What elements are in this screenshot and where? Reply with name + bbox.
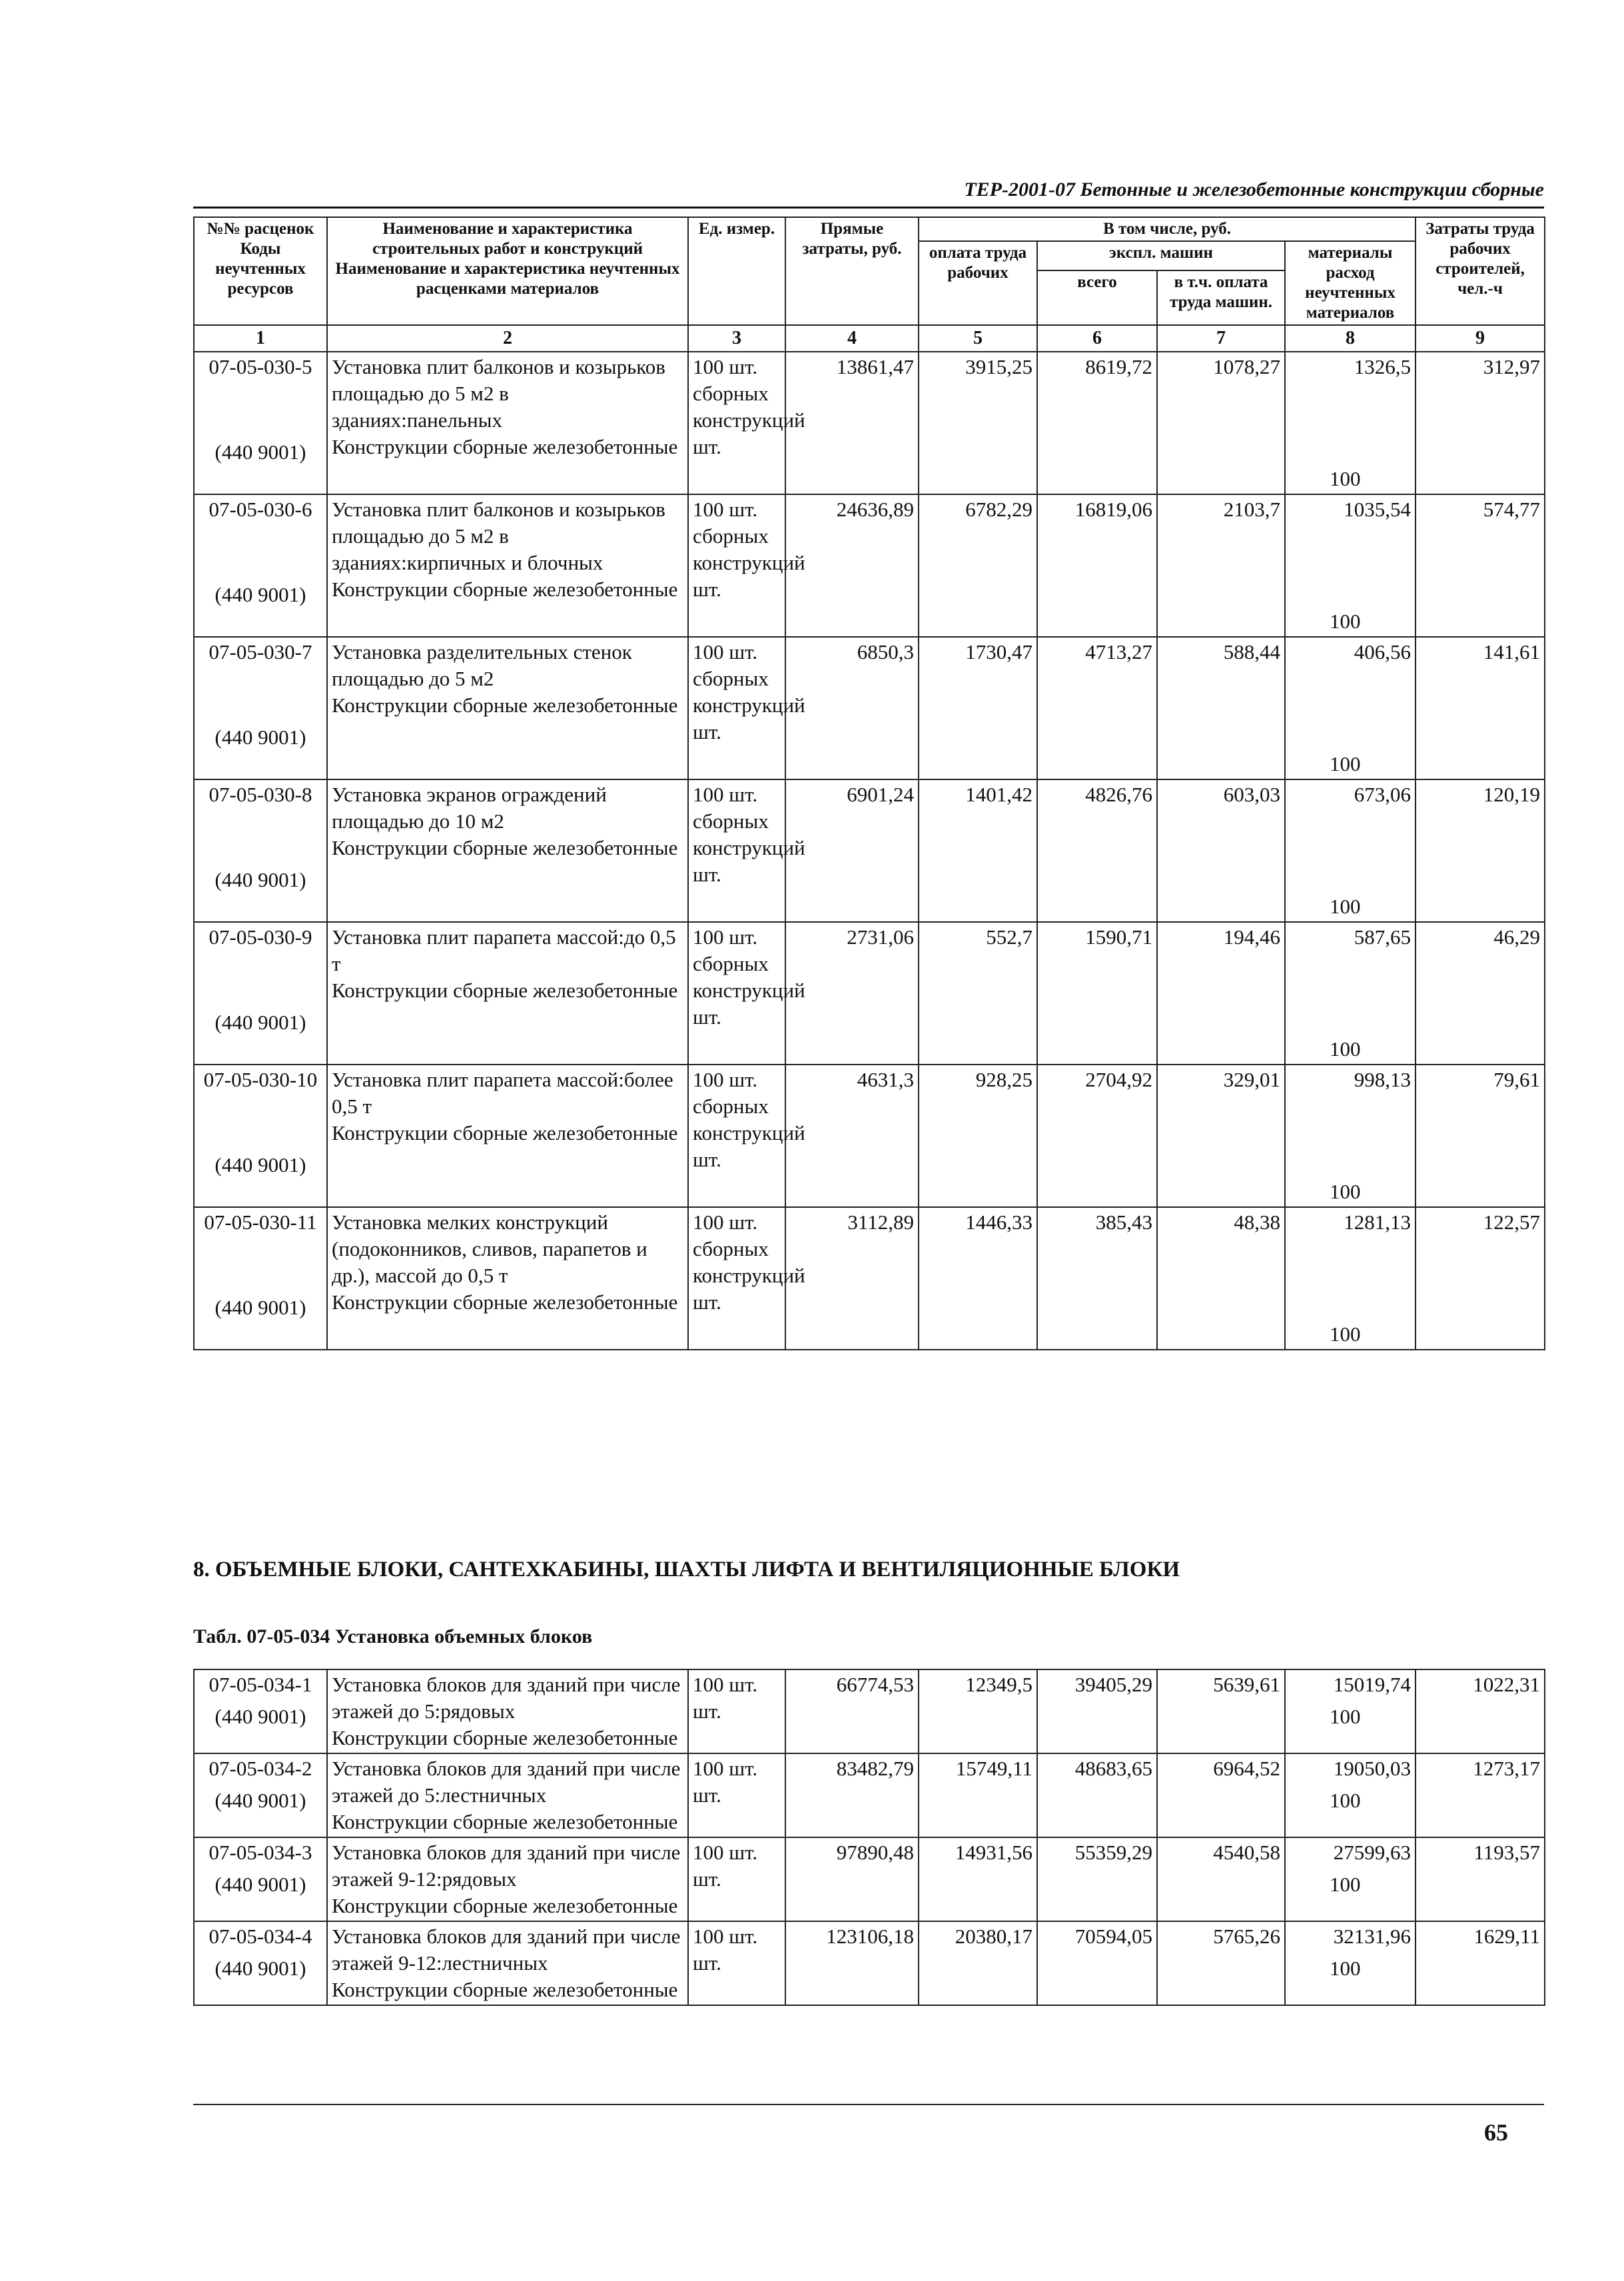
row-materials: 1281,13 100 [1285,1207,1416,1350]
row-mach-labor: 1078,27 [1157,352,1285,494]
row-mach-total: 39405,29 [1037,1669,1157,1753]
row-hours: 1193,57 [1416,1837,1545,1921]
row-materials: 673,06 100 [1285,779,1416,922]
table-row [194,494,1545,637]
row-materials: 27599,63 100 [1285,1837,1416,1921]
page-number: 65 [1484,2119,1508,2146]
row-name: Установка плит парапета массой:более 0,5 т Конструкции сборные железобетонные [327,1065,688,1207]
row-labor: 1446,33 [919,1207,1037,1350]
row-direct: 123106,18 [785,1921,919,2005]
table-row [194,922,1545,1065]
row-code: 07-05-030-9 (440 9001) [194,922,327,1065]
row-direct: 2731,06 [785,922,919,1065]
row-mach-labor: 2103,7 [1157,494,1285,637]
row-hours: 122,57 [1416,1207,1545,1350]
table-row [194,1207,1545,1350]
row-hours: 46,29 [1416,922,1545,1065]
rates-table [193,217,1545,1350]
table-row [194,1669,1545,1753]
row-hours: 312,97 [1416,352,1545,494]
table-row [194,1753,1545,1837]
row-mach-labor: 603,03 [1157,779,1285,922]
row-labor: 12349,5 [919,1669,1037,1753]
head-col3: Ед. измер. [688,217,785,325]
row-hours: 1273,17 [1416,1753,1545,1837]
row-unit: 100 шт. шт. [688,1753,785,1837]
column-numbers-row: 1 2 3 4 5 6 7 8 9 [194,325,1545,352]
head-col1: №№ расценок Коды неучтенных ресурсов [194,217,327,325]
row-mach-total: 70594,05 [1037,1921,1157,2005]
row-hours: 141,61 [1416,637,1545,779]
head-group: В том числе, руб. [919,217,1416,241]
row-materials: 1035,54 100 [1285,494,1416,637]
row-unit: 100 шт. шт. [688,1921,785,2005]
head-col7: в т.ч. оплата труда машин. [1157,270,1285,325]
row-materials: 32131,96 100 [1285,1921,1416,2005]
row-mach-total: 8619,72 [1037,352,1157,494]
row-materials: 406,56 100 [1285,637,1416,779]
row-code: 07-05-034-4 (440 9001) [194,1921,327,2005]
row-direct: 24636,89 [785,494,919,637]
head-col2: Наименование и характеристика строительных работ и конструкций Наименование и характеристика неучтенных расценками материалов [327,217,688,325]
row-direct: 6850,3 [785,637,919,779]
row-direct: 83482,79 [785,1753,919,1837]
row-labor: 552,7 [919,922,1037,1065]
row-labor: 3915,25 [919,352,1037,494]
row-labor: 15749,11 [919,1753,1037,1837]
row-hours: 1629,11 [1416,1921,1545,2005]
row-code: 07-05-030-5 (440 9001) [194,352,327,494]
row-unit: 100 шт. сборных конструкций шт. [688,1207,785,1350]
row-name: Установка экранов ограждений площадью до 10 м2 Конструкции сборные железобетонные [327,779,688,922]
row-direct: 3112,89 [785,1207,919,1350]
row-code: 07-05-030-6 (440 9001) [194,494,327,637]
table-row [194,779,1545,922]
row-hours: 79,61 [1416,1065,1545,1207]
row-mach-labor: 194,46 [1157,922,1285,1065]
row-unit: 100 шт. сборных конструкций шт. [688,779,785,922]
row-unit: 100 шт. шт. [688,1669,785,1753]
row-code: 07-05-034-2 (440 9001) [194,1753,327,1837]
row-direct: 13861,47 [785,352,919,494]
row-code: 07-05-030-10 (440 9001) [194,1065,327,1207]
row-mach-labor: 48,38 [1157,1207,1285,1350]
table-row [194,1837,1545,1921]
row-mach-labor: 5639,61 [1157,1669,1285,1753]
row-mach-labor: 6964,52 [1157,1753,1285,1837]
row-name: Установка плит парапета массой:до 0,5 т Конструкции сборные железобетонные [327,922,688,1065]
header-rule [193,207,1544,209]
row-materials: 19050,03 100 [1285,1753,1416,1837]
row-mach-total: 4826,76 [1037,779,1157,922]
row-materials: 998,13 100 [1285,1065,1416,1207]
row-mach-total: 16819,06 [1037,494,1157,637]
row-name: Установка разделительных стенок площадью до 5 м2 Конструкции сборные железобетонные [327,637,688,779]
blocks-table [193,1669,1545,2006]
row-mach-total: 385,43 [1037,1207,1157,1350]
row-materials: 15019,74 100 [1285,1669,1416,1753]
row-hours: 574,77 [1416,494,1545,637]
row-mach-labor: 5765,26 [1157,1921,1285,2005]
row-direct: 6901,24 [785,779,919,922]
head-col9: Затраты труда рабочих строителей, чел.-ч [1416,217,1545,325]
row-labor: 1401,42 [919,779,1037,922]
head-col5: оплата труда рабочих [919,241,1037,325]
row-name: Установка плит балконов и козырьков площадью до 5 м2 в зданиях:панельных Конструкции сборные железобетонные [327,352,688,494]
row-labor: 1730,47 [919,637,1037,779]
row-direct: 66774,53 [785,1669,919,1753]
row-mach-total: 2704,92 [1037,1065,1157,1207]
head-col4: Прямые затраты, руб. [785,217,919,325]
row-labor: 20380,17 [919,1921,1037,2005]
row-code: 07-05-030-11 (440 9001) [194,1207,327,1350]
table-row [194,637,1545,779]
running-header: ТЕР-2001-07 Бетонные и железобетонные конструкции сборные [964,179,1544,201]
row-materials: 587,65 100 [1285,922,1416,1065]
head-col8: материалы расход неучтенных материалов [1285,241,1416,325]
row-labor: 6782,29 [919,494,1037,637]
table-row [194,352,1545,494]
row-name: Установка мелких конструкций (подоконников, сливов, парапетов и др.), массой до 0,5 т Конструкции сборные железобетонные [327,1207,688,1350]
row-name: Установка блоков для зданий при числе этажей 9-12:рядовых Конструкции сборные железобетонные [327,1837,688,1921]
row-labor: 14931,56 [919,1837,1037,1921]
row-unit: 100 шт. сборных конструкций шт. [688,1065,785,1207]
row-name: Установка блоков для зданий при числе этажей до 5:лестничных Конструкции сборные железобетонные [327,1753,688,1837]
section-title: 8. ОБЪЕМНЫЕ БЛОКИ, САНТЕХКАБИНЫ, ШАХТЫ ЛИФТА И ВЕНТИЛЯЦИОННЫЕ БЛОКИ [193,1558,1180,1582]
table-row [194,1921,1545,2005]
footer-rule [193,2104,1544,2105]
row-code: 07-05-030-8 (440 9001) [194,779,327,922]
row-mach-labor: 329,01 [1157,1065,1285,1207]
row-unit: 100 шт. шт. [688,1837,785,1921]
table-row [194,1065,1545,1207]
row-mach-labor: 588,44 [1157,637,1285,779]
row-name: Установка плит балконов и козырьков площадью до 5 м2 в зданиях:кирпичных и блочных Конструкции сборные железобетонные [327,494,688,637]
row-mach-total: 1590,71 [1037,922,1157,1065]
row-unit: 100 шт. сборных конструкций шт. [688,637,785,779]
row-unit: 100 шт. сборных конструкций шт. [688,352,785,494]
row-hours: 120,19 [1416,779,1545,922]
row-unit: 100 шт. сборных конструкций шт. [688,922,785,1065]
head-col6: всего [1037,270,1157,325]
row-unit: 100 шт. сборных конструкций шт. [688,494,785,637]
row-mach-total: 4713,27 [1037,637,1157,779]
row-direct: 97890,48 [785,1837,919,1921]
row-direct: 4631,3 [785,1065,919,1207]
row-code: 07-05-030-7 (440 9001) [194,637,327,779]
row-labor: 928,25 [919,1065,1037,1207]
row-code: 07-05-034-3 (440 9001) [194,1837,327,1921]
row-mach-labor: 4540,58 [1157,1837,1285,1921]
row-mach-total: 48683,65 [1037,1753,1157,1837]
row-name: Установка блоков для зданий при числе этажей 9-12:лестничных Конструкции сборные железобетонные [327,1921,688,2005]
row-name: Установка блоков для зданий при числе этажей до 5:рядовых Конструкции сборные железобетонные [327,1669,688,1753]
head-mach: экспл. машин [1037,241,1285,270]
row-mach-total: 55359,29 [1037,1837,1157,1921]
row-materials: 1326,5 100 [1285,352,1416,494]
row-hours: 1022,31 [1416,1669,1545,1753]
row-code: 07-05-034-1 (440 9001) [194,1669,327,1753]
table-title: Табл. 07-05-034 Установка объемных блоков [193,1625,593,1647]
